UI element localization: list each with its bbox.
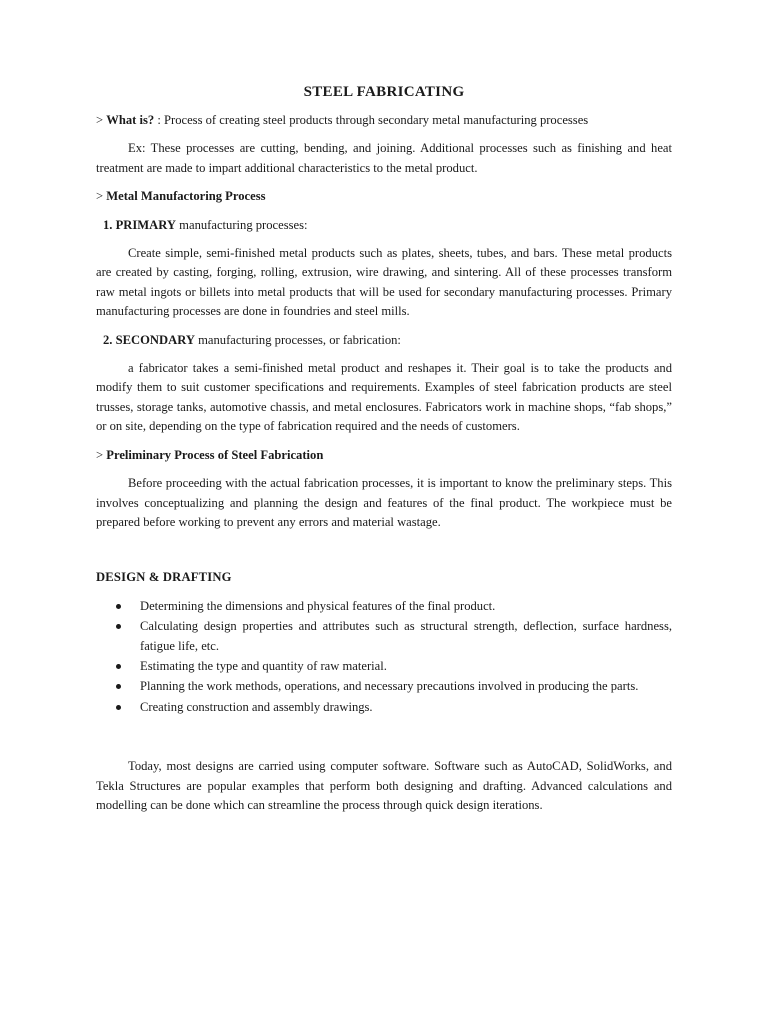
bullet-icon — [116, 664, 121, 669]
secondary-number: 2. — [103, 332, 113, 347]
what-is-line — [96, 111, 672, 130]
bullet-icon — [116, 705, 121, 710]
document-page — [96, 82, 672, 815]
metal-process-label: Metal Manufactoring Process — [106, 189, 266, 204]
metal-process-heading — [96, 187, 672, 206]
primary-label: PRIMARY — [115, 217, 177, 232]
what-is-label: What is? — [106, 113, 155, 127]
design-drafting-heading: DESIGN & DRAFTING — [96, 570, 232, 585]
secondary-paragraph: a fabricator takes a semi-finished metal product and reshapes it. Their goal is to take the products and modify them to suit customer specifications and requirements. Examples of steel fabrication products are steel trusses, storage tanks, automotive chassis, and metal enclosures. Fabricators work in machine shops, “fab shops,” or on site, depending on the type of fabrication required and the needs of customers. — [96, 361, 672, 434]
bullet-icon — [116, 624, 121, 629]
list-item-text: Planning the work methods, operations, and necessary precautions involved in producing the parts. — [140, 679, 639, 694]
example-paragraph: Ex: These processes are cutting, bending, and joining. Additional processes such as finishing and heat treatment are made to impart additional characteristics to the metal product. — [96, 141, 672, 175]
primary-heading — [96, 216, 672, 235]
primary-paragraph: Create simple, semi-finished metal products such as plates, sheets, tubes, and bars. These metal products are created by casting, forging, rolling, extrusion, wire drawing, and sintering. All of these processes transform raw metal ingots or billets into metal products that will be used for secondary manufacturing processes. Primary manufacturing processes are done in foundries and steel mills. — [96, 246, 672, 319]
list-item — [96, 657, 672, 676]
closing-paragraph: Today, most designs are carried using computer software. Software such as AutoCAD, SolidWorks, and Tekla Structures are popular examples that perform both designing and drafting. Advanced calculations and modelling can be done which can streamline the process through quick design iterations. — [96, 759, 672, 812]
preliminary-label: Preliminary Process of Steel Fabrication — [106, 447, 324, 462]
metal-process-marker: > — [96, 189, 104, 204]
secondary-heading — [96, 331, 672, 350]
what-is-text: : Process of creating steel products through secondary metal manufacturing processes — [154, 113, 589, 127]
preliminary-paragraph: Before proceeding with the actual fabrication processes, it is important to know the preliminary steps. This involves conceptualizing and planning the design and features of the final product. The workpiece must be prepared before working to prevent any errors and material wastage. — [96, 476, 672, 529]
list-item — [96, 677, 672, 696]
what-is-marker: > — [96, 113, 104, 127]
list-item-text: Calculating design properties and attributes such as structural strength, deflection, surface hardness, fatigue life, etc. — [140, 619, 672, 653]
list-item-text: Determining the dimensions and physical features of the final product. — [140, 598, 496, 613]
preliminary-heading — [96, 446, 672, 465]
list-item — [96, 698, 672, 717]
design-bullet-list — [96, 597, 672, 717]
preliminary-marker: > — [96, 447, 104, 462]
list-item-text: Estimating the type and quantity of raw material. — [140, 658, 387, 673]
secondary-label: SECONDARY — [115, 332, 195, 347]
secondary-suffix: manufacturing processes, or fabrication: — [194, 332, 401, 347]
document-title: STEEL FABRICATING — [303, 84, 465, 100]
primary-number: 1. — [103, 217, 113, 232]
bullet-icon — [116, 604, 121, 609]
list-item-text: Creating construction and assembly drawings. — [140, 699, 373, 714]
list-item — [96, 597, 672, 616]
bullet-icon — [116, 684, 121, 689]
list-item — [96, 617, 672, 656]
primary-suffix: manufacturing processes: — [176, 217, 308, 232]
